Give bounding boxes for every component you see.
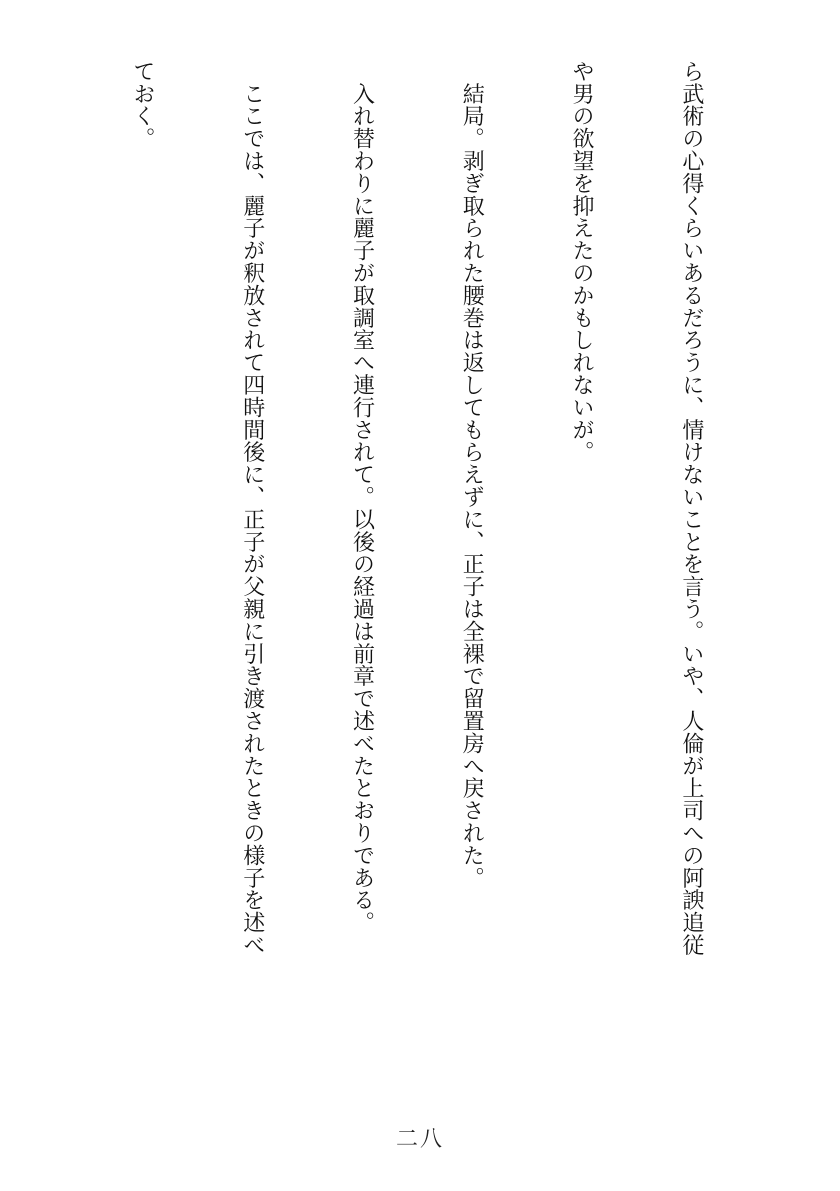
- text-line: ておく。: [129, 60, 155, 150]
- text-line: や男の欲望を抑えたのかもしれないが。: [569, 60, 595, 464]
- text-line: ら武術の心得くらいあるだろうに、情けないことを言う。いや、人倫が上司への阿諛追従: [678, 60, 704, 956]
- text-line: 結局。剥ぎ取られた腰巻は返してもらえずに、正子は全裸で留置房へ戻された。: [459, 60, 485, 889]
- page-number: 二八: [395, 1127, 444, 1152]
- vertical-text-body: [52, 60, 782, 1100]
- text-line: 入れ替わりに麗子が取調室へ連行されて。以後の経過は前章で述べたとおりである。: [349, 60, 375, 934]
- text-line: ここでは、麗子が釈放されて四時間後に、正子が父親に引き渡されたときの様子を述べ: [239, 60, 265, 956]
